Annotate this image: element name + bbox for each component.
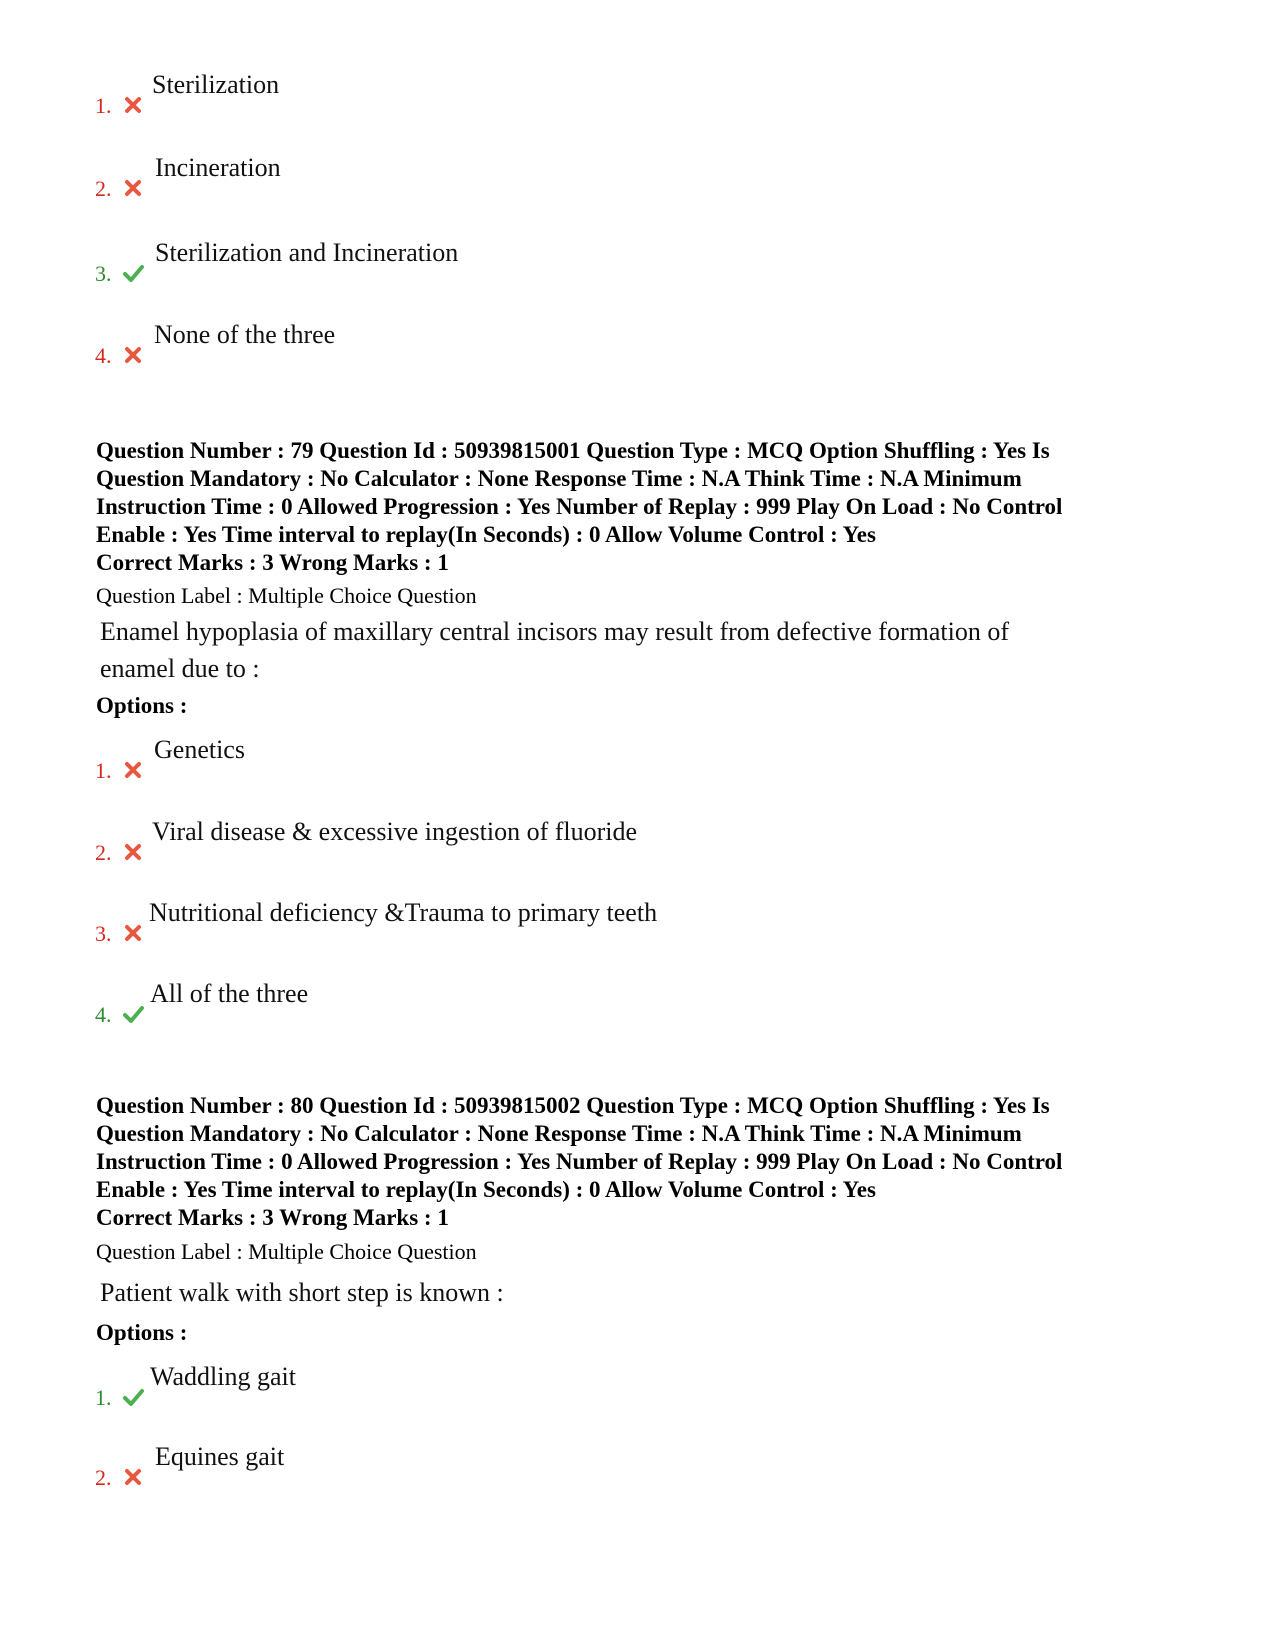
option-number: 2. [95,176,112,201]
q79-option-1 [0,735,1100,795]
q80-options-label: Options : [96,1320,188,1345]
option-text: Waddling gait [150,1362,296,1391]
check-icon [122,1003,144,1025]
prev-option-4 [0,320,1100,380]
question-text-line: enamel due to : [100,654,260,683]
check-icon [122,1386,144,1408]
option-number: 4. [95,343,112,368]
option-number: 3. [95,921,112,946]
q79-question-label: Question Label : Multiple Choice Question [96,583,477,608]
prev-option-3 [0,238,1100,298]
option-number: 2. [95,1465,112,1490]
prev-option-1 [0,70,1100,130]
metadata-line: Question Mandatory : No Calculator : None Response Time : N.A Think Time : N.A Minimum [96,466,1022,491]
cross-icon [122,344,144,366]
option-text: Sterilization and Incineration [155,238,459,267]
option-text: Incineration [155,153,281,182]
q79-metadata [96,437,1186,549]
option-number: 1. [95,93,112,118]
cross-icon [122,922,144,944]
option-number: 1. [95,1385,112,1410]
q79-option-4 [0,979,1100,1039]
option-text: None of the three [154,320,336,349]
q80-option-2 [0,1442,1100,1502]
option-text: Nutritional deficiency &Trauma to primary teeth [149,898,658,927]
option-number: 2. [95,840,112,865]
cross-icon [122,94,144,116]
metadata-line: Question Number : 80 Question Id : 50939815002 Question Type : MCQ Option Shuffling : Yes Is [96,1093,1050,1118]
option-text: Equines gait [155,1442,285,1471]
option-text: Sterilization [152,70,280,99]
option-number: 1. [95,758,112,783]
q79-option-3 [0,898,1100,958]
prev-option-2 [0,153,1100,213]
q80-marks: Correct Marks : 3 Wrong Marks : 1 [96,1205,449,1230]
q79-marks: Correct Marks : 3 Wrong Marks : 1 [96,550,449,575]
q80-question-label: Question Label : Multiple Choice Question [96,1239,477,1264]
q79-options-label: Options : [96,693,188,718]
metadata-line: Question Number : 79 Question Id : 50939815001 Question Type : MCQ Option Shuffling : Yes Is [96,438,1050,463]
metadata-line: Question Mandatory : No Calculator : None Response Time : N.A Think Time : N.A Minimum [96,1121,1022,1146]
option-text: All of the three [150,979,309,1008]
q79-question-text [100,613,1120,687]
metadata-line: Enable : Yes Time interval to replay(In Seconds) : 0 Allow Volume Control : Yes [96,522,876,547]
cross-icon [122,759,144,781]
q80-question-text: Patient walk with short step is known : [100,1278,504,1307]
q80-metadata [96,1092,1186,1204]
q80-option-1 [0,1362,1100,1422]
metadata-line: Enable : Yes Time interval to replay(In Seconds) : 0 Allow Volume Control : Yes [96,1177,876,1202]
metadata-line: Instruction Time : 0 Allowed Progression : Yes Number of Replay : 999 Play On Load : No Control [96,494,1063,519]
cross-icon [122,841,144,863]
option-number: 3. [95,261,112,286]
option-number: 4. [95,1002,112,1027]
q79-option-2 [0,817,1100,877]
check-icon [122,262,144,284]
cross-icon [122,1466,144,1488]
cross-icon [122,177,144,199]
option-text: Genetics [154,735,245,764]
question-text-line: Enamel hypoplasia of maxillary central incisors may result from defective formation of [100,617,1009,646]
option-text: Viral disease & excessive ingestion of fluoride [152,817,638,846]
metadata-line: Instruction Time : 0 Allowed Progression : Yes Number of Replay : 999 Play On Load : No Control [96,1149,1063,1174]
